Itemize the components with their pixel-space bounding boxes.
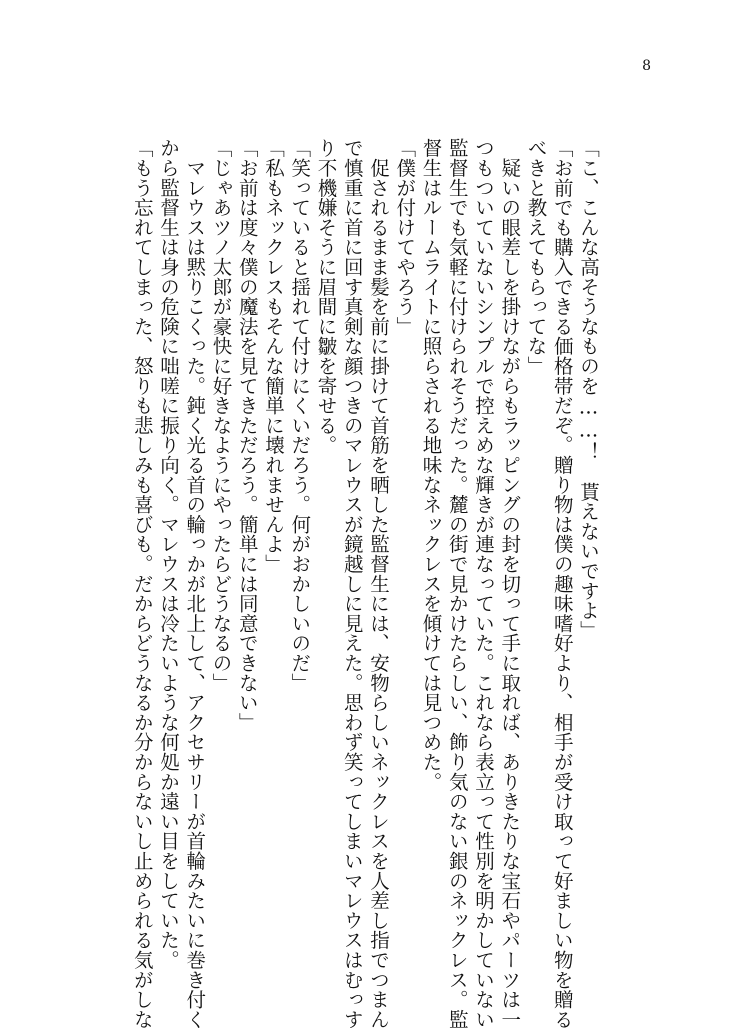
text-line: 疑いの眼差しを掛けながらもラッピングの封を切って手に取れば、ありきたりな宝石やパーツは一 — [498, 138, 522, 1029]
text-line: 「じゃあツノ太郎が豪快に好きなようにやったらどうなるの」 — [209, 138, 233, 693]
text-line: 「笑っていると揺れて付けにくいだろう。何がおかしいのだ」 — [288, 138, 312, 693]
text-line: 督生はルームライトに照らされる地味なネックレスを傾けては見つめた。 — [419, 138, 443, 792]
text-line: り不機嫌そうに眉間に皺を寄せる。 — [314, 138, 338, 455]
text-line: 「こ、こんな高そうなものを……！ 貰えないですよ」 — [577, 138, 600, 640]
text-line: で慎重に首に回す真剣な顔つきのマレウスが鏡越しに見えた。思わず笑ってしまいマレウスはむっす — [340, 138, 364, 1029]
text-line: 監督生でも気軽に付けられそうだった。麓の街で見かけたらしい、飾り気のない銀のネックレス。監 — [445, 138, 469, 1029]
text-line: マレウスは黙りこくった。鈍く光る首の輪っかが北上して、アクセサリーが首輪みたいに巻き付く — [183, 138, 207, 1029]
text-line: 「私もネックレスもそんな簡単に壊れませんよ」 — [262, 138, 285, 574]
text-line: 「僕が付けてやろう」 — [393, 138, 417, 336]
novel-body-text — [130, 138, 601, 1029]
page-number: 8 — [642, 58, 651, 74]
text-line: 「お前は度々僕の魔法を見てきただろう。簡単には同意できない」 — [235, 138, 259, 732]
text-line: べきと教えてもらってな」 — [524, 138, 548, 376]
text-line: から監督生は身の危険に咄嗟に振り向く。マレウスは冷たいような何処か遠い目をしていた。 — [157, 138, 180, 970]
text-line: つもついていないシンプルで控えめな輝きが連なっていた。これなら表立って性別を明かしていない — [472, 138, 495, 1029]
text-line: 「お前でも購入できる価格帯だぞ。贈り物は僕の趣味嗜好より、相手が受け取って好ましい物を贈る — [550, 138, 574, 1029]
text-line: 促されるまま髪を前に掛けて首筋を晒した監督生には、安物らしいネックレスを人差し指でつまん — [367, 138, 390, 1029]
text-line: 「もう忘れてしまった、怒りも悲しみも喜びも。だからどうなるか分からないし止められる気がしな — [130, 138, 154, 1029]
